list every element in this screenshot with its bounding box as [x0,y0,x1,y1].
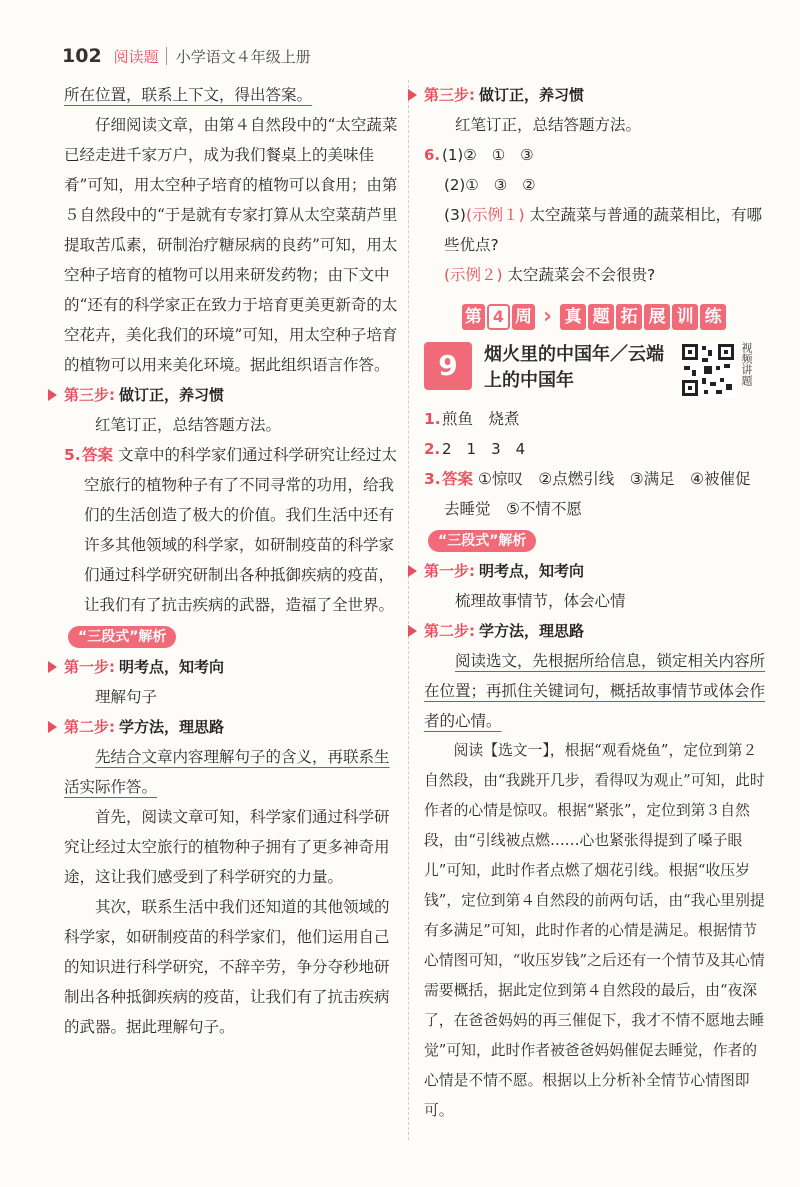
week-title-char: 拓 [616,304,642,330]
book-title: 小学语文４年级上册 [175,47,311,66]
q6-example2-text: 太空蔬菜会不会很贵? [507,266,656,284]
q3-number: 3. [424,470,441,488]
q3-line [424,464,766,524]
left-step1 [48,652,402,682]
sanduanshi-badge: “三段式”解析 [428,530,536,552]
q6-answer-1: (1)② ① ③ [442,146,534,164]
step-arrow-icon [408,625,417,637]
video-label: 视频讲题 [740,342,753,386]
left-para-b: 其次，联系生活中我们还知道的其他领域的科学家，如研制疫苗的科学家们，他们运用自己的知识进行科学研究，不辞辛劳，争分夺秒地研制出各种抵御疾病的疫苗，让我们有了抗击疾病的武器。据此理解句子。 [64,898,390,1036]
week-title-char: 题 [588,304,614,330]
step-arrow-icon [48,721,57,733]
lesson-header [424,342,766,398]
week-title-char: 练 [700,304,726,330]
right-step1 [408,556,766,586]
q6-example2-label: (示例２) [444,266,503,284]
step-label: 第一步: [64,658,115,676]
q1-line [424,404,766,434]
step-text: 做订正，养习惯 [479,86,585,104]
q6-answer-2: (2)① ③ ② [444,176,536,194]
left-step1-body: 理解句子 [95,688,158,706]
q2-answer: 2 1 3 4 [442,440,526,458]
q2-number: 2. [424,440,441,458]
right-column [424,80,766,1126]
step-label: 第二步: [424,622,475,640]
week-banner [424,302,766,332]
q6-part3: (3) [444,206,466,224]
step-label: 第一步: [424,562,475,580]
step-arrow-icon [408,89,417,101]
q6-line1 [424,140,766,170]
column-divider [408,80,409,1140]
step-text: 学方法，理思路 [119,718,225,736]
q6-example1-label: (示例１) [465,206,525,224]
page-number: 102 [62,45,102,67]
header-separator [166,47,167,65]
left-step3-body: 红笔订正，总结答题方法。 [95,416,282,434]
right-step2-body: 阅读选文，先根据所给信息，锁定相关内容所在位置；再抓住关键词句，概括故事情节或体会作者的心情。 [424,652,766,730]
step-text: 做订正，养习惯 [119,386,225,404]
left-p2: 仔细阅读文章，由第４自然段中的“太空蔬菜已经走进千家万户，成为我们餐桌上的美味佳肴”可知，用太空种子培育的植物可以食用；由第５自然段中的“于是就有专家打算从太空菜葫芦里提取苦瓜素，研制治疗糖尿病的良药”可知，用太空种子培育的植物可以用来研发药物；由下文中的“还有的科学家正在致力于培育更美更新奇的太空花卉，美化我们的环境”可知，用太空种子培育的植物可以用来美化环境。据此组织语言作答。 [64,116,398,374]
step-label: 第三步: [64,386,115,404]
right-step1-body: 梳理故事情节，体会心情 [455,592,626,610]
left-para-a: 首先，阅读文章可知，科学家们通过科学研究让经过太空旅行的植物种子拥有了更多神奇用途，这让我们感受到了科学研究的力量。 [64,808,390,886]
q6-block [424,140,766,290]
left-step2 [48,712,402,742]
step-text: 明考点，知考向 [119,658,225,676]
page-header [62,36,311,76]
q5-number: 5. [64,446,81,464]
week-prefix: 第 [462,304,485,330]
week-title-char: 真 [560,304,586,330]
left-p1: 所在位置，联系上下文，得出答案。 [64,86,313,104]
q5-answer [64,440,402,620]
q2-line [424,434,766,464]
chevron-right-icon: › [543,304,553,329]
q6-line4 [444,260,766,290]
q1-answer: 煎鱼 烧煮 [442,410,520,428]
lesson-title: 烟火里的中国年／云端上的中国年 [484,344,664,391]
q5-answer-text: 文章中的科学家们通过科学研究让经过太空旅行的植物种子有了不同寻常的功用，给我们的生活创造了极大的价值。我们生活中还有许多其他领域的科学家，如研制疫苗的科学家们通过科学研究研制出各种抵御疾病的疫苗，让我们有了抗击疾病的武器，造福了全世界。 [84,446,397,614]
q6-number: 6. [424,146,441,164]
section-label: 阅读题 [113,47,159,66]
q6-example1-text: 太空蔬菜与普通的蔬菜相比，有哪些优点? [444,206,763,254]
step-arrow-icon [408,565,417,577]
q1-number: 1. [424,410,441,428]
right-step3 [408,80,766,110]
right-step3-body: 红笔订正，总结答题方法。 [455,116,642,134]
step-label: 第二步: [64,718,115,736]
week-title-char: 展 [644,304,670,330]
step-arrow-icon [48,389,57,401]
lesson-number: 9 [424,342,472,390]
step-text: 学方法，理思路 [479,622,585,640]
q3-answer: ①惊叹 ②点燃引线 ③满足 ④被催促去睡觉 ⑤不情不愿 [444,470,751,518]
week-suffix: 周 [512,304,535,330]
left-step2-body: 先结合文章内容理解句子的含义，再联系生活实际作答。 [64,748,390,796]
step-arrow-icon [48,661,57,673]
step-text: 明考点，知考向 [479,562,585,580]
right-para: 阅读【选文一】，根据“观看烧鱼”，定位到第２自然段，由“我跳开几步，看得叹为观止”可知，此时作者的心情是惊叹。根据“紧张”，定位到第３自然段，由“引线被点燃……心也紧张得提到了嗓子眼儿”可知，此时作者点燃了烟花引线。根据“收压岁钱”，定位到第４自然段的前两句话，由“我心里别提有多满足”可知，此时作者的心情是满足。根据情节心情图可知，“收压岁钱”之后还有一个情节及其心情需要概括，据此定位到第４自然段的最后，由“夜深了，在爸爸妈妈的再三催促下，我才不情不愿地去睡觉”可知，此时作者被爸爸妈妈催促去睡觉，作者的心情是不情不愿。根据以上分析补全情节心情图即可。 [424,742,765,1119]
q6-line3 [444,200,766,260]
left-column [64,80,402,1042]
q3-answer-label: 答案 [442,470,474,488]
week-number: 4 [487,304,510,330]
week-title-char: 训 [672,304,698,330]
q5-answer-label: 答案 [82,446,114,464]
qr-code-icon[interactable] [680,342,736,398]
right-step2 [408,616,766,646]
answers-block [424,404,766,524]
sanduanshi-badge: “三段式”解析 [68,626,176,648]
left-step3 [48,380,402,410]
step-label: 第三步: [424,86,475,104]
